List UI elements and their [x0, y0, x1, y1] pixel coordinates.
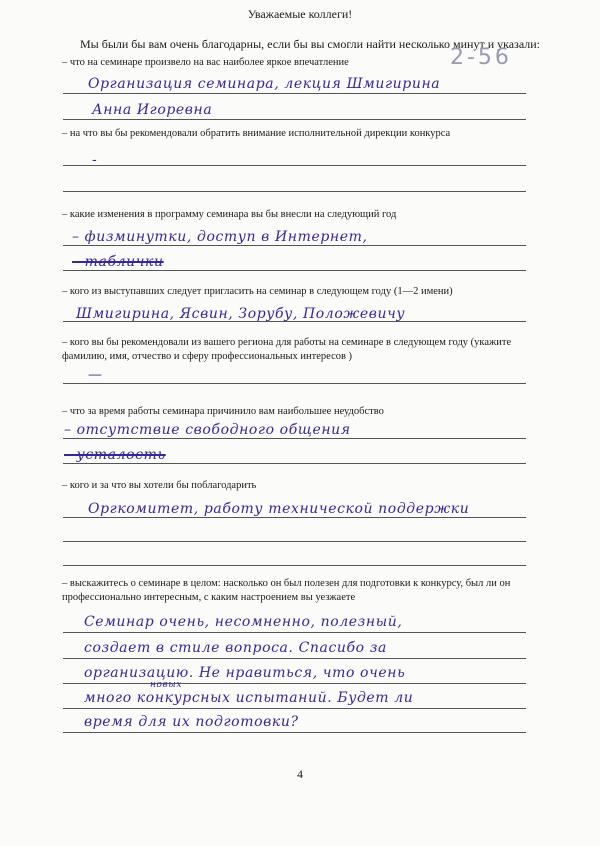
answer-line: [63, 683, 526, 684]
question-7: – кого и за что вы хотели бы поблагодарить: [62, 480, 257, 491]
answer-6-line-2: – усталость: [64, 447, 166, 463]
question-5: – кого вы бы рекомендовали из вашего региона для работы на семинаре в следующем году (укажите фамилию, имя, отчество и сферу профессиональных интересов ): [62, 337, 512, 362]
answer-line: [63, 541, 526, 542]
page-title: Уважаемые коллеги!: [247, 7, 353, 21]
answer-8-line-3: организацию. Не нравиться, что очень: [84, 665, 406, 681]
answer-line: [63, 438, 526, 439]
answer-8-line-1: Семинар очень, несомненно, полезный,: [84, 614, 403, 630]
answer-line: [63, 191, 526, 192]
answer-8-insert: новых: [150, 680, 182, 690]
answer-line: [63, 517, 526, 518]
answer-7-line-1: Оргкомитет, работу технической поддержки: [88, 501, 470, 517]
page-number: 4: [297, 767, 303, 781]
question-3: – какие изменения в программу семинара вы бы внесли на следующий год: [62, 209, 397, 220]
answer-line: [63, 658, 526, 659]
answer-2-line-1: -: [92, 152, 98, 168]
answer-line: [63, 270, 526, 271]
answer-line: [63, 165, 526, 166]
answer-line: [63, 93, 526, 94]
serial-mark: 2-56: [450, 45, 512, 70]
answer-line: [63, 463, 526, 464]
answer-8-line-2: создает в стиле вопроса. Спасибо за: [84, 640, 387, 656]
answer-5-line-1: —: [88, 367, 103, 383]
question-6: – что за время работы семинара причинило вам наибольшее неудобство: [62, 406, 384, 417]
question-2: – на что вы бы рекомендовали обратить внимание исполнительной дирекции конкурса: [62, 128, 451, 139]
answer-line: [63, 565, 526, 566]
answer-3-line-2: – таблички: [72, 254, 164, 270]
answer-3-line-1: – физминутки, доступ в Интернет,: [72, 229, 368, 245]
question-1: – что на семинаре произвело на вас наиболее яркое впечатление: [62, 57, 349, 68]
answer-line: [63, 245, 526, 246]
answer-8-line-5: время для их подготовки?: [84, 714, 299, 730]
answer-6-line-1: – отсутствие свободного общения: [64, 422, 351, 438]
answer-line: [63, 321, 526, 322]
intro-text: Мы были бы вам очень благодарны, если бы вы смогли найти несколько минут и указали:: [80, 37, 541, 51]
question-4: – кого из выступавших следует пригласить на семинар в следующем году (1—2 имени): [62, 286, 453, 297]
answer-line: [63, 732, 526, 733]
answer-4-line-1: Шмигирина, Ясвин, Зорубу, Положевичу: [76, 306, 406, 322]
question-8: – выскажитесь о семинаре в целом: насколько он был полезен для подготовки к конкурсу, был ли он профессионально интересным, с каким настроением вы уезжаете: [62, 578, 511, 603]
answer-line: [63, 632, 526, 633]
answer-line: [63, 119, 526, 120]
answer-line: [63, 383, 526, 384]
answer-8-line-4: много конкурсных испытаний. Будет ли: [84, 690, 414, 706]
answer-line: [63, 708, 526, 709]
answer-1-line-2: Анна Игоревна: [92, 102, 213, 118]
answer-1-line-1: Организация семинара, лекция Шмигирина: [88, 76, 441, 92]
